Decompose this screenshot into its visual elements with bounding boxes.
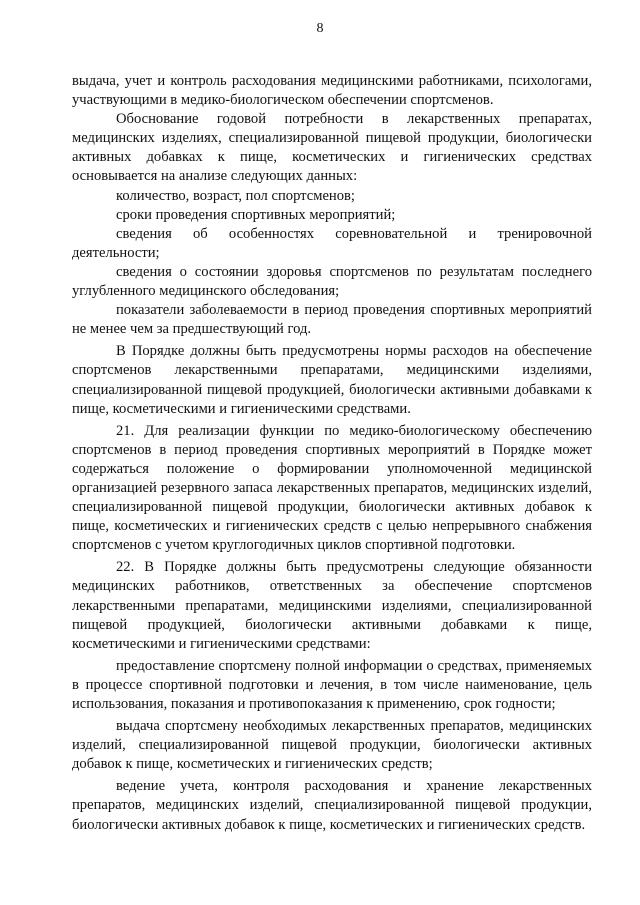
list-item: количество, возраст, пол спортсменов; bbox=[116, 187, 355, 204]
paragraph: В Порядке должны быть предусмотрены нормы расходов на обеспечение спортсменов лекарственными препаратами, медицинскими изделиями, специализированной пищевой продукцией, биологически активными добавками к пище, косметическими и гигиеническими средствами. bbox=[72, 343, 592, 417]
list-item: выдача спортсмену необходимых лекарственных препаратов, медицинских изделий, специализированной пищевой продукции, биологически активных добавок к пище, косметических и гигиенических средств; bbox=[72, 718, 592, 773]
list-item: предоставление спортсмену полной информации о средствах, применяемых в процессе спортивной подготовки и лечения, в том числе наименование, цель использования, показания и противопоказания к применению, срок годности; bbox=[72, 657, 592, 712]
list-item: сведения об особенностях соревновательной и тренировочной деятельности; bbox=[72, 225, 592, 261]
document-body bbox=[72, 72, 592, 835]
paragraph-item-22: 22. В Порядке должны быть предусмотрены следующие обязанности медицинских работников, ответственных за обеспечение спортсменов лекарственными препаратами, медицинскими изделиями, специализированной пищевой продукцией, биологически активными добавками к пище, косметическими и гигиеническими средствами: bbox=[72, 559, 592, 652]
page-number: 8 bbox=[316, 21, 324, 36]
paragraph: Обоснование годовой потребности в лекарственных препаратах, медицинских изделиях, специализированной пищевой продукции, биологически активных добавках к пище, косметических и гигиенических средствах основывается на анализе следующих данных: bbox=[72, 111, 592, 185]
paragraph-item-21: 21. Для реализации функции по медико-биологическому обеспечению спортсменов в период проведения спортивных мероприятий в Порядке может содержаться положение о формировании уполномоченной медицинской организацией резервного запаса лекарственных препаратов, медицинских изделий, специализированной пищевой продукции, биологически активных добавок к пище, косметических и гигиенических средств с целью непрерывного снабжения спортсменов с учетом круглогодичных циклов спортивной подготовки. bbox=[72, 422, 592, 554]
list-item: показатели заболеваемости в период проведения спортивных мероприятий не менее чем за предшествующий год. bbox=[72, 302, 592, 338]
list-item: сведения о состоянии здоровья спортсменов по результатам последнего углубленного медицинского обследования; bbox=[72, 263, 592, 300]
list-item: ведение учета, контроля расходования и хранение лекарственных препаратов, медицинских изделий, специализированной пищевой продукции, биологически активных добавок к пище, косметических и гигиенических средств. bbox=[72, 778, 592, 833]
list-item: сроки проведения спортивных мероприятий; bbox=[116, 206, 396, 223]
paragraph-continuation: выдача, учет и контроль расходования медицинскими работниками, психологами, участвующими в медико-биологическом обеспечении спортсменов. bbox=[72, 73, 592, 109]
